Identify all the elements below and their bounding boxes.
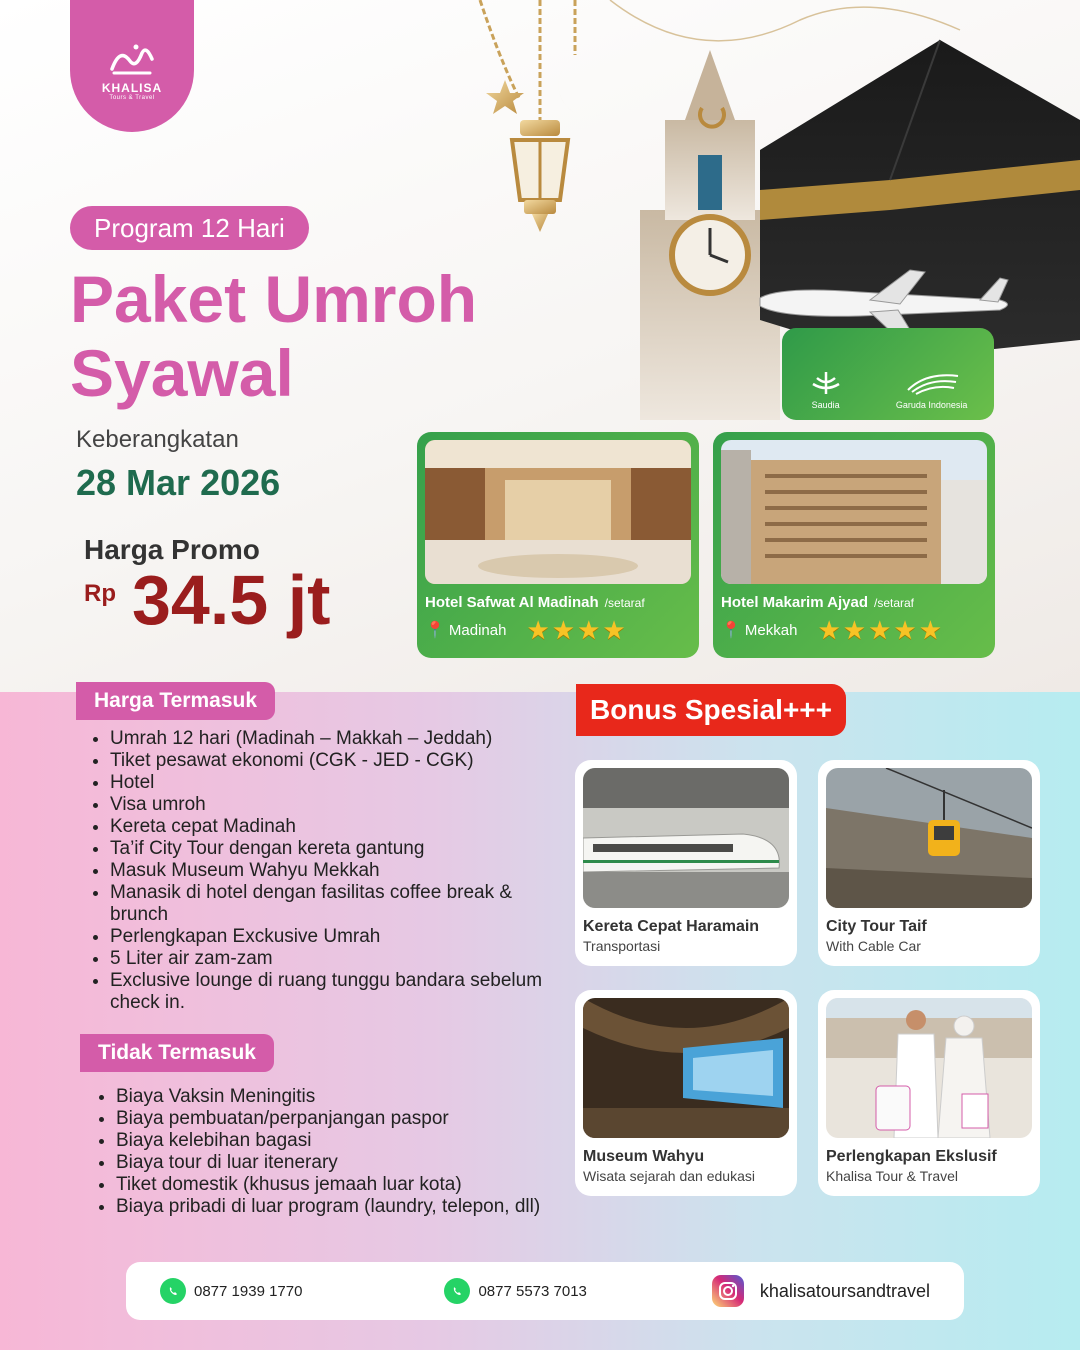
brand-name: KHALISA bbox=[101, 81, 163, 95]
brand-tagline: Tours & Travel bbox=[109, 95, 155, 101]
museum-wahyu-photo bbox=[583, 998, 789, 1138]
departure-date: 28 Mar 2026 bbox=[76, 462, 281, 503]
bonus-subtitle: Transportasi bbox=[583, 938, 661, 954]
bonus-card-equipment bbox=[818, 990, 1040, 1196]
whatsapp-contact-1[interactable] bbox=[160, 1278, 302, 1304]
pilgrim-family-photo bbox=[826, 998, 1032, 1138]
garuda-logo bbox=[896, 370, 968, 410]
excluded-item: • Biaya pribadi di luar program (laundry, telepon, dll) bbox=[116, 1196, 574, 1218]
location-pin-icon: 📍 bbox=[721, 622, 741, 639]
program-badge: Program 12 Hari bbox=[70, 206, 309, 250]
departure-label: Keberangkatan bbox=[76, 426, 239, 453]
garuda-logo-icon bbox=[902, 370, 962, 396]
hotel-star-rating: ★★★★ bbox=[526, 615, 628, 645]
bonus-subtitle: Khalisa Tour & Travel bbox=[826, 1168, 959, 1184]
hotel-card-mekkah bbox=[713, 432, 995, 658]
saudia-logo bbox=[809, 370, 843, 410]
excluded-item: • Biaya kelebihan bagasi bbox=[116, 1130, 574, 1152]
hotel-city: Mekkah bbox=[744, 621, 798, 639]
whatsapp-icon bbox=[444, 1278, 470, 1304]
bonus-title: Museum Wahyu bbox=[583, 1148, 705, 1165]
instagram-handle[interactable]: khalisatoursandtravel bbox=[759, 1280, 930, 1301]
included-item: • Kereta cepat Madinah bbox=[110, 816, 548, 838]
excluded-item: • Tiket domestik (khusus jemaah luar kota) bbox=[116, 1174, 574, 1196]
hotel-building-photo bbox=[721, 440, 987, 584]
included-item: • Exclusive lounge di ruang tunggu bandara sebelum check in. bbox=[110, 970, 548, 1014]
included-item: • Manasik di hotel dengan fasilitas coffee break & brunch bbox=[110, 882, 548, 926]
bonus-subtitle: Wisata sejarah dan edukasi bbox=[583, 1168, 755, 1184]
bonus-title: Kereta Cepat Haramain bbox=[583, 918, 760, 935]
page-title bbox=[70, 262, 477, 410]
hotel-lobby-photo bbox=[425, 440, 691, 584]
instagram-icon bbox=[712, 1275, 744, 1307]
bonus-card-taif bbox=[818, 760, 1040, 966]
promo-price-label: Harga Promo bbox=[84, 534, 260, 565]
title-line-1: Paket Umroh bbox=[70, 262, 478, 336]
included-heading: Harga Termasuk bbox=[76, 682, 275, 720]
included-item: • Visa umroh bbox=[110, 794, 548, 816]
instagram-contact[interactable] bbox=[712, 1275, 930, 1307]
included-item: • Umrah 12 hari (Madinah – Makkah – Jeddah) bbox=[110, 728, 548, 750]
hotel-city: Madinah bbox=[448, 621, 507, 639]
bonus-card-museum bbox=[575, 990, 797, 1196]
included-item: • Ta’if City Tour dengan kereta gantung bbox=[110, 838, 548, 860]
location-pin-icon: 📍 bbox=[425, 622, 445, 639]
hotel-star-rating: ★★★★★ bbox=[817, 615, 944, 645]
excluded-heading: Tidak Termasuk bbox=[80, 1034, 274, 1072]
bonus-subtitle: With Cable Car bbox=[826, 938, 921, 954]
bonus-title: Perlengkapan Ekslusif bbox=[826, 1148, 997, 1165]
hotel-card-madinah bbox=[417, 432, 699, 658]
included-item: • Perlengkapan Exckusive Umrah bbox=[110, 926, 548, 948]
title-line-2: Syawal bbox=[70, 336, 294, 410]
excluded-item: • Biaya Vaksin Meningitis bbox=[116, 1086, 574, 1108]
price-currency: Rp bbox=[84, 580, 116, 607]
whatsapp-icon bbox=[160, 1278, 186, 1304]
brand-logo bbox=[70, 0, 194, 132]
included-item: • Masuk Museum Wahyu Mekkah bbox=[110, 860, 548, 882]
excluded-item: • Biaya tour di luar itenerary bbox=[116, 1152, 574, 1174]
airline-card bbox=[782, 328, 994, 420]
hotel-name: Hotel Makarim Ajyad bbox=[721, 594, 868, 611]
taif-cable-car-photo bbox=[826, 768, 1032, 908]
saudia-logo-icon bbox=[809, 370, 843, 396]
garuda-name: Garuda Indonesia bbox=[895, 400, 968, 410]
included-item: • 5 Liter air zam-zam bbox=[110, 948, 548, 970]
saudia-name: Saudia bbox=[811, 400, 840, 410]
contact-bar bbox=[126, 1262, 964, 1320]
whatsapp-contact-2[interactable] bbox=[444, 1278, 586, 1304]
bonus-card-train bbox=[575, 760, 797, 966]
included-item: • Tiket pesawat ekonomi (CGK - JED - CGK) bbox=[110, 750, 548, 772]
phone-number[interactable]: 0877 5573 7013 bbox=[478, 1282, 587, 1300]
hotel-equivalent-note: /setaraf bbox=[604, 596, 645, 610]
hotel-equivalent-note: /setaraf bbox=[874, 596, 915, 610]
phone-number[interactable]: 0877 1939 1770 bbox=[194, 1282, 303, 1300]
bonus-title: City Tour Taif bbox=[826, 918, 927, 935]
included-list bbox=[88, 728, 548, 1014]
haramain-train-photo bbox=[583, 768, 789, 908]
included-item: • Hotel bbox=[110, 772, 548, 794]
excluded-list bbox=[94, 1086, 574, 1218]
hotel-name: Hotel Safwat Al Madinah bbox=[425, 594, 599, 611]
promo-price: 34.5 jt bbox=[132, 561, 331, 639]
bonus-heading: Bonus Spesial+++ bbox=[576, 684, 846, 736]
excluded-item: • Biaya pembuatan/perpanjangan paspor bbox=[116, 1108, 574, 1130]
khalisa-calligraphy-icon bbox=[106, 41, 158, 77]
